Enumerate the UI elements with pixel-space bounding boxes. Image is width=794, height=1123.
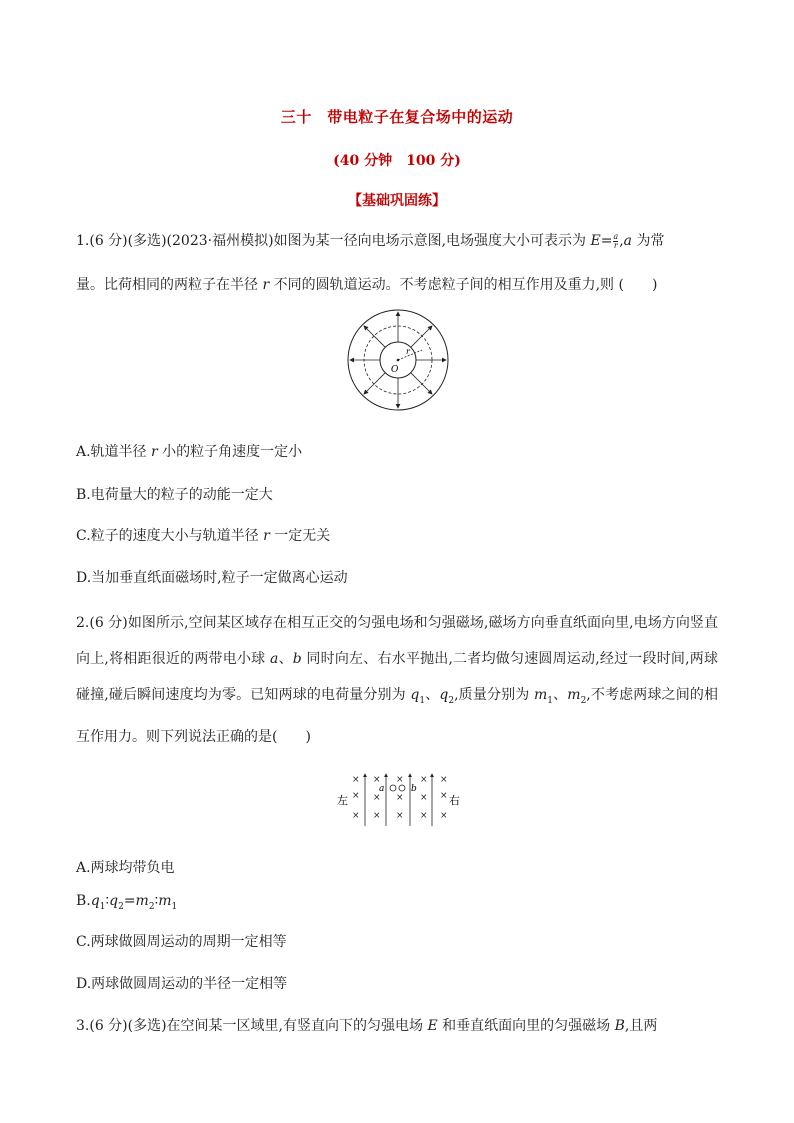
q1-option-c: C.粒子的速度大小与轨道半径 r 一定无关 xyxy=(76,528,331,544)
left-label: 左 xyxy=(337,794,348,807)
svg-text:×: × xyxy=(373,811,381,821)
ball-a xyxy=(390,785,396,791)
q1-option-a: A.轨道半径 r 小的粒子角速度一定小 xyxy=(76,444,303,460)
page-subtitle: (40 分钟 100 分) xyxy=(333,153,461,169)
svg-text:×: × xyxy=(420,775,428,785)
svg-text:×: × xyxy=(352,791,360,801)
ball-b xyxy=(399,785,405,791)
q2-option-c: C.两球做圆周运动的周期一定相等 xyxy=(76,934,287,950)
formula-fraction: $\frac{a}{r}$ xyxy=(613,231,619,250)
svg-text:×: × xyxy=(420,793,428,803)
page-title: 三十 带电粒子在复合场中的运动 xyxy=(280,108,514,126)
q2-option-b: $B.q_1∶q_2=m_2∶m_1$ xyxy=(76,893,178,912)
svg-text:×: × xyxy=(440,811,448,821)
svg-text:×: × xyxy=(373,793,381,803)
svg-text:×: × xyxy=(373,775,381,785)
svg-text:×: × xyxy=(396,775,404,785)
q1-stem-line2: 量。比荷相同的两粒子在半径 r 不同的圆轨道运动。不考虑粒子间的相互作用及重力,则 ( ) xyxy=(76,277,658,293)
q2-option-a: A.两球均带负电 xyxy=(76,860,175,876)
q1-option-b: B.电荷量大的粒子的动能一定大 xyxy=(76,487,273,503)
ball-a-label: a xyxy=(379,784,385,794)
crossed-fields-figure xyxy=(335,770,465,830)
q2-option-d: D.两球做圆周运动的半径一定相等 xyxy=(76,976,288,992)
radius-label: r xyxy=(406,347,410,356)
svg-text:×: × xyxy=(440,775,448,785)
right-label: 右 xyxy=(449,794,460,807)
center-label: O xyxy=(391,365,399,375)
svg-text:×: × xyxy=(352,811,360,821)
svg-text:×: × xyxy=(352,775,360,785)
q3-stem: 3.(6 分)(多选)在空间某一区域里,有竖直向下的匀强电场 E 和垂直纸面向里的匀强磁场 B,且两 xyxy=(76,1018,658,1034)
q1-option-d: D.当加垂直纸面磁场时,粒子一定做离心运动 xyxy=(76,570,348,586)
svg-text:×: × xyxy=(440,791,448,801)
radial-field-figure xyxy=(344,306,452,414)
svg-text:×: × xyxy=(420,811,428,821)
q2-stem: 2.(6 分)如图所示,空间某区域存在相互正交的匀强电场和匀强磁场,磁场方向垂直纸面向里,电场方向竖直向上,将相距很近的两带电小球 a、b 同时向左、右水平抛出,二者均做匀速圆周运动,经过一段时间,两球碰撞,碰后瞬间速度均为零。已知两球的电荷量分别为 $q_1$、$q_2$,质量分别为 $m_1$、$m_2$,不考虑两球之间的相互作用力。则下列说法正确的是( ) xyxy=(76,615,719,745)
ball-b-label: b xyxy=(411,784,417,794)
svg-text:×: × xyxy=(396,811,404,821)
svg-text:×: × xyxy=(396,793,404,803)
section-heading: 【基础巩固练】 xyxy=(348,193,446,209)
q1-stem-line1: 1.(6 分)(多选)(2023·福州模拟)如图为某一径向电场示意图,电场强度大小可表示为 E= $\frac{a}{r}$ ,a 为常 xyxy=(76,231,665,250)
